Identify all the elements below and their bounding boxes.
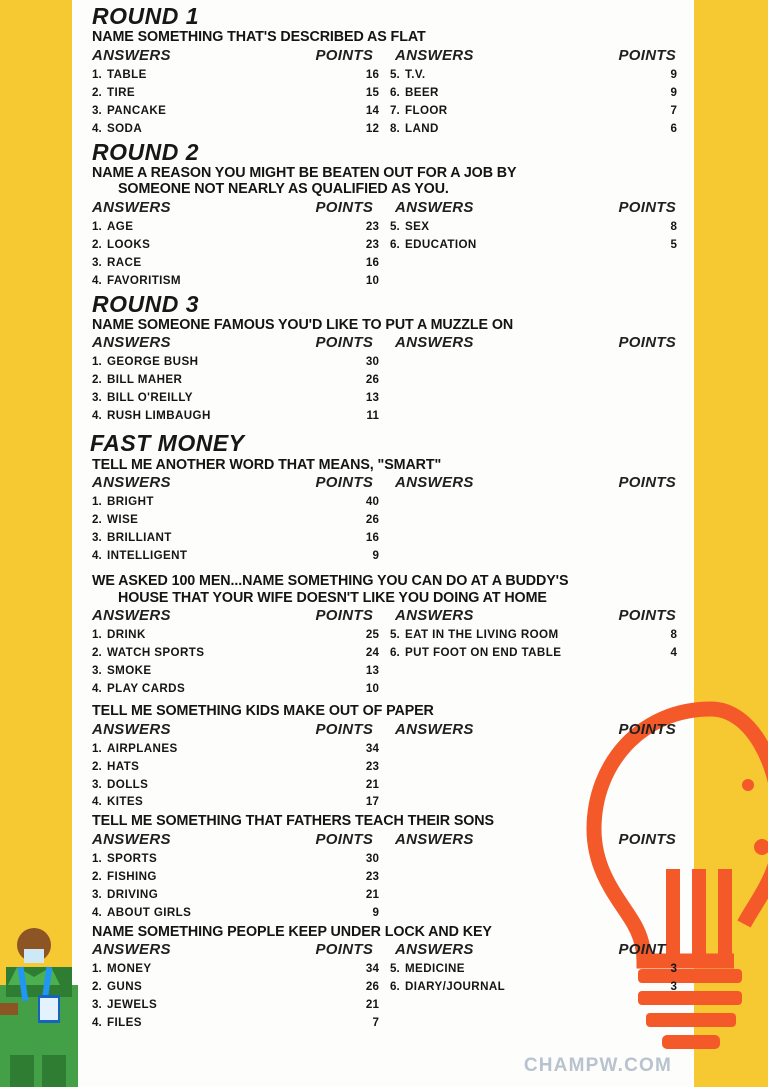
row-points: 9: [372, 905, 379, 919]
row-number: 5.: [390, 219, 400, 233]
column-headers: [92, 941, 688, 958]
header-points: POINTS: [315, 831, 374, 849]
row-answer: DRINK: [107, 628, 146, 642]
header-points-2: POINT: [618, 941, 666, 959]
answer-column-left: [92, 66, 390, 138]
row-points: 9: [670, 85, 677, 99]
table-row: [92, 218, 390, 236]
round-question: [92, 813, 688, 830]
answer-column-right: [390, 740, 688, 812]
row-points: 21: [365, 887, 379, 901]
table-row: [92, 407, 390, 425]
row-number: 4.: [92, 682, 102, 696]
row-number: 3.: [92, 103, 102, 117]
table-row: [92, 662, 390, 680]
row-points: 40: [365, 495, 379, 509]
row-number: 6.: [390, 85, 400, 99]
row-number: 3.: [92, 531, 102, 545]
answer-rows: [92, 960, 688, 1032]
answer-column-left: [92, 740, 390, 812]
header-answers-2: ANSWERS: [394, 46, 474, 64]
watermark-text: CHAMPW.COM: [523, 1055, 672, 1076]
header-points-2: POINTS: [618, 474, 677, 492]
row-number: 6.: [390, 237, 400, 251]
header-points-2: POINTS: [618, 831, 677, 849]
row-answer: TIRE: [107, 85, 136, 99]
row-points: 23: [365, 759, 379, 773]
row-answer: SODA: [107, 121, 143, 135]
row-answer: DIARY/JOURNAL: [405, 980, 506, 994]
round-block-2: [84, 140, 688, 290]
row-number: 4.: [92, 548, 102, 562]
fast-money-block-3: [84, 703, 688, 811]
round-question: [92, 703, 688, 720]
row-answer: PUT FOOT ON END TABLE: [405, 646, 562, 660]
row-number: 6.: [390, 980, 400, 994]
row-number: 1.: [92, 741, 102, 755]
row-points: 24: [365, 646, 379, 660]
row-number: 4.: [92, 273, 102, 287]
table-row: [92, 886, 390, 904]
round-block-3: [84, 292, 688, 426]
round-title: ROUND 1: [92, 3, 200, 29]
header-answers-2: ANSWERS: [394, 474, 474, 492]
row-points: 30: [365, 852, 379, 866]
round-title: ROUND 2: [92, 138, 200, 165]
answer-sheet-content: [78, 2, 692, 1085]
round-question: [92, 573, 688, 606]
row-answer: DOLLS: [107, 777, 149, 791]
row-answer: BEER: [405, 85, 439, 99]
table-row: [390, 644, 688, 662]
row-number: 1.: [92, 67, 102, 81]
column-headers: [92, 831, 688, 848]
row-answer: INTELLIGENT: [107, 548, 188, 562]
answer-rows: [92, 66, 688, 138]
row-number: 1.: [92, 628, 102, 642]
header-answers: ANSWERS: [92, 831, 171, 849]
question-line-1: TELL ME SOMETHING KIDS MAKE OUT OF PAPER: [92, 702, 434, 719]
header-answers-2: ANSWERS: [394, 334, 474, 352]
header-points-2: POINTS: [618, 334, 677, 352]
question-line-1: NAME A REASON YOU MIGHT BE BEATEN OUT FOR A JOB BY: [92, 164, 517, 181]
row-points: 23: [365, 237, 379, 251]
question-line-1: WE ASKED 100 MEN...NAME SOMETHING YOU CAN DO AT A BUDDY'S: [92, 572, 569, 589]
row-answer: GEORGE BUSH: [107, 355, 199, 369]
row-number: 2.: [92, 85, 102, 99]
header-points: POINTS: [315, 334, 374, 352]
row-answer: PLAY CARDS: [107, 682, 186, 696]
header-points-2: POINTS: [618, 198, 677, 216]
round-block-1: [84, 4, 688, 138]
row-answer: FILES: [107, 1016, 142, 1030]
table-row: [92, 758, 390, 776]
question-line-1: NAME SOMETHING THAT'S DESCRIBED AS FLAT: [92, 29, 426, 46]
row-points: 8: [670, 628, 677, 642]
table-row: [92, 776, 390, 794]
answer-rows: [92, 493, 688, 565]
row-number: 3.: [92, 998, 102, 1012]
header-points-2: POINTS: [618, 46, 677, 64]
round-question: [92, 457, 688, 474]
column-headers: [92, 47, 688, 64]
header-answers: ANSWERS: [92, 720, 171, 738]
row-points: 9: [372, 548, 379, 562]
table-row: [390, 120, 688, 138]
table-row: [390, 626, 688, 644]
header-answers: ANSWERS: [92, 198, 171, 216]
row-points: 23: [365, 219, 379, 233]
table-row: [92, 850, 390, 868]
table-row: [92, 236, 390, 254]
row-points: 3: [670, 962, 677, 976]
row-number: 3.: [92, 255, 102, 269]
row-answer: EDUCATION: [405, 237, 477, 251]
header-points: POINTS: [315, 46, 374, 64]
row-points: 13: [365, 391, 379, 405]
table-row: [92, 978, 390, 996]
table-row: [92, 547, 390, 565]
table-row: [92, 102, 390, 120]
table-row: [92, 353, 390, 371]
row-points: 6: [670, 121, 677, 135]
row-points: 10: [365, 682, 379, 696]
header-answers: ANSWERS: [92, 474, 171, 492]
row-number: 1.: [92, 219, 102, 233]
row-answer: BILL O'REILLY: [107, 391, 193, 405]
table-row: [390, 102, 688, 120]
column-headers: [92, 199, 688, 216]
row-answer: T.V.: [405, 67, 426, 81]
row-points: 16: [365, 67, 379, 81]
row-points: 11: [366, 409, 379, 423]
row-number: 2.: [92, 869, 102, 883]
row-number: 7.: [390, 103, 400, 117]
column-headers: [92, 721, 688, 738]
row-answer: SMOKE: [107, 664, 152, 678]
column-headers: [92, 607, 688, 624]
row-answer: LAND: [405, 121, 439, 135]
row-answer: SPORTS: [107, 852, 158, 866]
answer-rows: [92, 353, 688, 425]
table-row: [92, 868, 390, 886]
answer-column-right: [390, 960, 688, 1032]
header-points-2: POINTS: [618, 720, 677, 738]
round-question: [92, 317, 688, 334]
row-number: 6.: [390, 646, 400, 660]
row-number: 5.: [390, 962, 400, 976]
table-row: [390, 218, 688, 236]
answer-column-left: [92, 218, 390, 290]
table-row: [390, 236, 688, 254]
table-row: [390, 978, 688, 996]
question-line-2: SOMEONE NOT NEARLY AS QUALIFIED AS YOU.: [118, 181, 449, 198]
fast-money-block-4: [84, 813, 688, 921]
row-number: 4.: [92, 409, 102, 423]
row-number: 4.: [92, 905, 102, 919]
row-points: 14: [365, 103, 379, 117]
answer-column-left: [92, 626, 390, 698]
header-answers-2: ANSWERS: [394, 720, 474, 738]
header-answers: ANSWERS: [92, 334, 171, 352]
row-number: 1.: [92, 355, 102, 369]
row-answer: BRILLIANT: [107, 531, 172, 545]
row-points: 5: [670, 237, 677, 251]
row-answer: BRIGHT: [107, 495, 154, 509]
answer-rows: [92, 850, 688, 922]
table-row: [92, 254, 390, 272]
table-row: [92, 996, 390, 1014]
row-points: 34: [365, 741, 379, 755]
table-row: [92, 511, 390, 529]
row-points: 15: [365, 85, 379, 99]
row-number: 1.: [92, 962, 102, 976]
answer-rows: [92, 626, 688, 698]
question-line-1: TELL ME ANOTHER WORD THAT MEANS, "SMART": [92, 456, 442, 473]
header-answers: ANSWERS: [92, 941, 171, 959]
row-points: 21: [365, 777, 379, 791]
row-points: 30: [365, 355, 379, 369]
row-number: 1.: [92, 852, 102, 866]
row-number: 4.: [92, 795, 102, 809]
table-row: [390, 84, 688, 102]
table-row: [390, 66, 688, 84]
row-points: 7: [670, 103, 677, 117]
header-answers-2: ANSWERS: [394, 607, 474, 625]
table-row: [92, 644, 390, 662]
doctor-illustration: [0, 817, 78, 1087]
column-headers: [92, 334, 688, 351]
row-points: 8: [670, 219, 677, 233]
fast-money-block-2: [84, 573, 688, 698]
row-answer: JEWELS: [107, 998, 158, 1012]
table-row: [92, 493, 390, 511]
row-number: 2.: [92, 373, 102, 387]
row-number: 4.: [92, 121, 102, 135]
round-title: ROUND 3: [92, 290, 200, 317]
answer-column-right: [390, 626, 688, 698]
question-line-1: NAME SOMETHING PEOPLE KEEP UNDER LOCK AND KEY: [92, 923, 492, 940]
fast-money-block-5: [84, 924, 688, 1032]
round-question: [92, 29, 688, 46]
answer-column-right: [390, 218, 688, 290]
row-answer: FISHING: [107, 869, 157, 883]
row-points: 26: [365, 980, 379, 994]
row-answer: WATCH SPORTS: [107, 646, 205, 660]
answer-column-right: [390, 850, 688, 922]
table-row: [92, 793, 390, 811]
table-row: [92, 120, 390, 138]
answer-column-left: [92, 353, 390, 425]
answer-column-left: [92, 493, 390, 565]
table-row: [92, 960, 390, 978]
row-number: 4.: [92, 1016, 102, 1030]
table-row: [92, 680, 390, 698]
row-answer: PANCAKE: [107, 103, 167, 117]
row-answer: MEDICINE: [405, 962, 465, 976]
question-line-2: HOUSE THAT YOUR WIFE DOESN'T LIKE YOU DOING AT HOME: [118, 589, 547, 606]
row-points: 26: [365, 513, 379, 527]
row-number: 3.: [92, 664, 102, 678]
column-headers: [92, 474, 688, 491]
header-answers-2: ANSWERS: [394, 198, 474, 216]
row-number: 3.: [92, 777, 102, 791]
header-answers-2: ANSWERS: [394, 831, 474, 849]
table-row: [92, 529, 390, 547]
row-answer: MONEY: [107, 962, 152, 976]
row-points: 12: [365, 121, 379, 135]
row-number: 2.: [92, 759, 102, 773]
row-answer: ABOUT GIRLS: [107, 905, 192, 919]
row-points: 23: [365, 869, 379, 883]
answer-rows: [92, 218, 688, 290]
header-answers: ANSWERS: [92, 607, 171, 625]
fast-money-title: FAST MONEY: [90, 430, 245, 457]
row-points: 34: [365, 962, 379, 976]
table-row: [92, 389, 390, 407]
row-number: 5.: [390, 628, 400, 642]
row-points: 4: [670, 646, 677, 660]
header-points: POINTS: [315, 198, 374, 216]
table-row: [92, 84, 390, 102]
row-answer: AIRPLANES: [107, 741, 178, 755]
row-number: 5.: [390, 67, 400, 81]
round-question: [92, 924, 688, 941]
table-row: [92, 1014, 390, 1032]
header-points: POINTS: [315, 607, 374, 625]
table-row: [92, 371, 390, 389]
answer-column-right: [390, 353, 688, 425]
row-points: 16: [365, 255, 379, 269]
row-answer: HATS: [107, 759, 140, 773]
table-row: [92, 740, 390, 758]
row-points: 3: [670, 980, 677, 994]
table-row: [390, 960, 688, 978]
answer-column-left: [92, 960, 390, 1032]
row-points: 17: [365, 795, 379, 809]
row-answer: EAT IN THE LIVING ROOM: [405, 628, 559, 642]
answer-column-left: [92, 850, 390, 922]
row-points: 10: [365, 273, 379, 287]
row-answer: RACE: [107, 255, 142, 269]
row-answer: GUNS: [107, 980, 143, 994]
answer-column-right: [390, 66, 688, 138]
row-number: 3.: [92, 391, 102, 405]
row-answer: WISE: [107, 513, 139, 527]
row-number: 8.: [390, 121, 400, 135]
table-row: [92, 904, 390, 922]
answer-rows: [92, 740, 688, 812]
row-answer: FLOOR: [405, 103, 448, 117]
header-answers: ANSWERS: [92, 46, 171, 64]
row-answer: AGE: [107, 219, 134, 233]
row-number: 1.: [92, 495, 102, 509]
header-points: POINTS: [315, 720, 374, 738]
row-points: 16: [365, 531, 379, 545]
table-row: [92, 66, 390, 84]
row-points: 21: [365, 998, 379, 1012]
table-row: [92, 626, 390, 644]
header-points-2: POINTS: [618, 607, 677, 625]
fast-money-block-1: [84, 457, 688, 565]
row-points: 13: [365, 664, 379, 678]
row-points: 9: [670, 67, 677, 81]
row-number: 2.: [92, 237, 102, 251]
row-number: 3.: [92, 887, 102, 901]
row-answer: BILL MAHER: [107, 373, 183, 387]
row-answer: FAVORITISM: [107, 273, 181, 287]
header-answers-2: ANSWERS: [394, 941, 474, 959]
row-number: 2.: [92, 980, 102, 994]
row-number: 2.: [92, 513, 102, 527]
row-number: 2.: [92, 646, 102, 660]
row-points: 26: [365, 373, 379, 387]
row-answer: SEX: [405, 219, 430, 233]
row-answer: LOOKS: [107, 237, 151, 251]
row-answer: TABLE: [107, 67, 147, 81]
header-points: POINTS: [315, 474, 374, 492]
question-line-1: NAME SOMEONE FAMOUS YOU'D LIKE TO PUT A MUZZLE ON: [92, 316, 514, 333]
table-row: [92, 272, 390, 290]
round-question: [92, 165, 688, 198]
row-points: 7: [372, 1016, 379, 1030]
row-answer: KITES: [107, 795, 144, 809]
row-answer: DRIVING: [107, 887, 159, 901]
question-line-1: TELL ME SOMETHING THAT FATHERS TEACH THEIR SONS: [92, 813, 494, 830]
header-points: POINTS: [315, 941, 374, 959]
row-answer: RUSH LIMBAUGH: [107, 409, 211, 423]
answer-column-right: [390, 493, 688, 565]
row-points: 25: [365, 628, 379, 642]
